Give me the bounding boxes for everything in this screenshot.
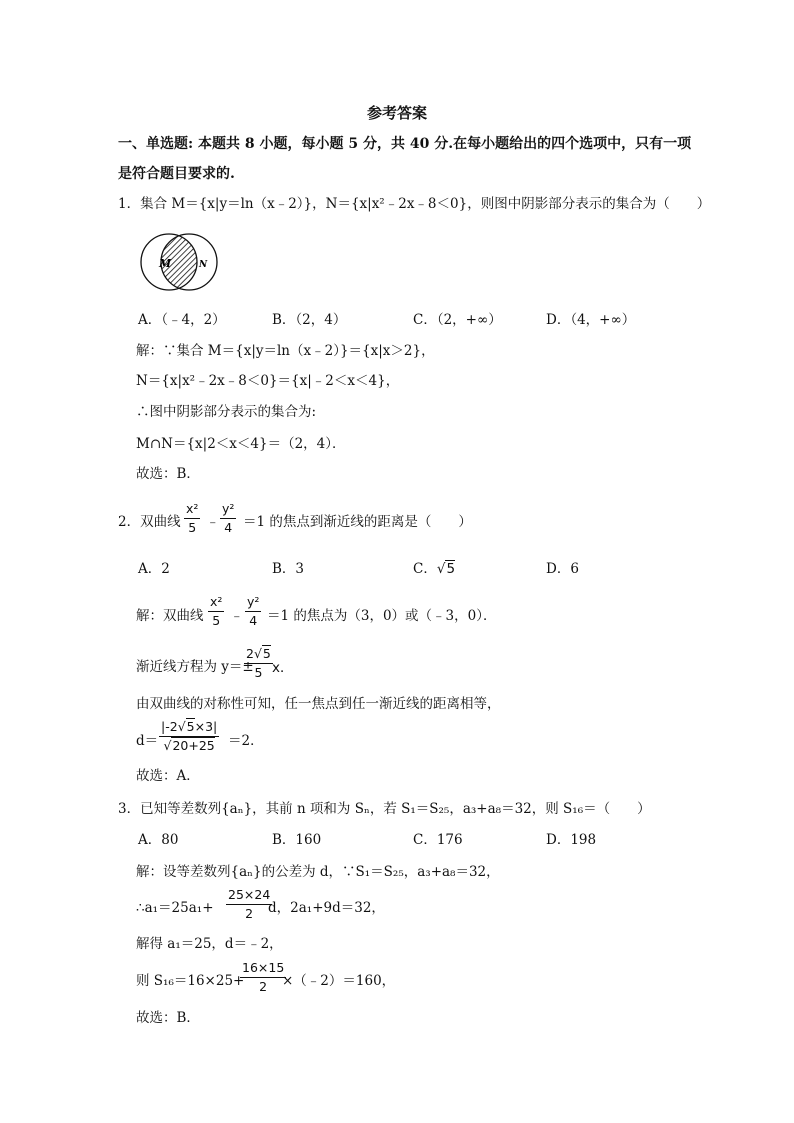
q3-solution-line3: 解得 a₁＝25，d＝﹣2， bbox=[136, 936, 283, 952]
q3-option-a: A．80 bbox=[138, 832, 179, 848]
q1-answer: 故选：B． bbox=[136, 466, 200, 482]
q3-option-d: D．198 bbox=[546, 832, 597, 848]
section-heading-line1: 一、单选题: 本题共 8 小题，每小题 5 分，共 40 分.在每小题给出的四个选项中，只有一项 bbox=[118, 136, 692, 152]
num-part-a: |-2 bbox=[161, 719, 178, 734]
q2-stem-minus: ﹣ bbox=[206, 514, 220, 530]
frac-numerator: x² bbox=[210, 594, 223, 609]
q2-solution-minus: ﹣ bbox=[230, 608, 244, 624]
q2-stem-frac-y bbox=[220, 503, 236, 534]
frac-denominator: 5 bbox=[254, 664, 263, 680]
q2-distance-frac bbox=[159, 721, 219, 752]
q1-stem: 1．集合 M＝{x|y＝ln（x﹣2）}，N＝{x|x²﹣2x﹣8＜0}，则图中阴影部分表示的集合为（ ） bbox=[118, 196, 711, 212]
q3-answer: 故选：B． bbox=[136, 1010, 200, 1026]
q2-option-a: A．2 bbox=[138, 561, 170, 577]
frac-numerator: 2√5 bbox=[246, 646, 271, 661]
frac-numerator: x² bbox=[186, 501, 199, 516]
q3-solution-line2-prefix: ∴a₁＝25a₁+ bbox=[136, 900, 214, 916]
q1-option-d: D．（4，+∞） bbox=[546, 312, 636, 328]
q3-solution-line4-suffix: ×（﹣2）＝160， bbox=[282, 973, 396, 989]
frac-denominator: 4 bbox=[249, 612, 258, 628]
venn-label-n: N bbox=[199, 260, 208, 270]
q2-stem-frac-x bbox=[184, 503, 200, 534]
q2-solution-line2-suffix: x． bbox=[272, 660, 294, 676]
q3-s16-frac bbox=[240, 962, 286, 993]
q1-solution-line2: N＝{x|x²﹣2x﹣8＜0}＝{x|﹣2＜x＜4}， bbox=[136, 373, 400, 389]
q2-solution-line2-prefix: 渐近线方程为 y＝± bbox=[136, 659, 254, 675]
frac-numerator: y² bbox=[222, 501, 235, 516]
frac-numerator: 16×15 bbox=[242, 960, 285, 975]
q2-option-c-radicand: 5 bbox=[446, 561, 456, 577]
q2-solution-frac-y bbox=[245, 596, 261, 627]
q2-solution-line4-prefix: d＝ bbox=[136, 733, 159, 749]
q2-solution-line1-prefix: 解：双曲线 bbox=[136, 608, 204, 624]
q1-solution-line4: M∩N＝{x|2＜x＜4}＝（2，4）． bbox=[136, 436, 346, 452]
section-heading-line2: 是符合题目要求的. bbox=[118, 166, 235, 182]
venn-label-m: M bbox=[159, 257, 172, 270]
q1-option-c: C．（2，+∞） bbox=[413, 312, 502, 328]
q2-stem-suffix: ＝1 的焦点到渐近线的距离是（ ） bbox=[243, 514, 472, 530]
q3-stem: 3．已知等差数列{aₙ}，其前 n 项和为 Sₙ，若 S₁＝S₂₅，a₃+a₈＝32，则 S₁₆＝（ ） bbox=[118, 801, 651, 817]
q2-option-c-label: C． bbox=[413, 561, 437, 577]
q3-solution-line1: 解：设等差数列{aₙ}的公差为 d，∵S₁＝S₂₅，a₃+a₈＝32， bbox=[136, 864, 500, 880]
q2-answer: 故选：A． bbox=[136, 768, 200, 784]
q2-solution-line4-suffix: ＝2． bbox=[228, 733, 264, 749]
page-title: 参考答案 bbox=[366, 104, 427, 122]
frac-denominator: 2 bbox=[245, 905, 254, 921]
frac-denominator: 5 bbox=[188, 519, 197, 535]
frac-denominator: 5 bbox=[212, 612, 221, 628]
frac-numerator: 25×24 bbox=[228, 887, 271, 902]
radicand: 5 bbox=[186, 719, 195, 734]
q2-solution-frac-x bbox=[208, 596, 224, 627]
q1-option-b: B．（2，4） bbox=[272, 312, 347, 328]
q2-option-b: B．3 bbox=[272, 561, 305, 577]
frac-denominator: √20+25 bbox=[163, 737, 215, 753]
q3-option-b: B．160 bbox=[272, 832, 322, 848]
coef: 2 bbox=[246, 646, 254, 661]
num-part-b: ×3| bbox=[194, 719, 218, 734]
q2-option-d: D．6 bbox=[546, 561, 579, 577]
q1-solution-line1: 解：∵集合 M＝{x|y＝ln（x﹣2）}＝{x|x＞2}， bbox=[136, 343, 435, 359]
frac-denominator: 4 bbox=[224, 519, 233, 535]
q3-option-c: C．176 bbox=[413, 832, 463, 848]
q3-solution-line2-suffix: d，2a₁+9d＝32， bbox=[268, 900, 385, 916]
q1-option-a: A．（﹣4，2） bbox=[138, 312, 226, 328]
q3-solution-line4-prefix: 则 S₁₆＝16×25+ bbox=[136, 973, 245, 989]
q2-option-c: C．√5 bbox=[413, 561, 456, 577]
radicand: 5 bbox=[262, 646, 271, 661]
q1-solution-line3: ∴图中阴影部分表示的集合为: bbox=[136, 404, 317, 420]
frac-numerator: |-2√5×3| bbox=[161, 719, 218, 734]
frac-denominator: 2 bbox=[259, 978, 268, 994]
radicand: 20+25 bbox=[172, 737, 215, 753]
q2-solution-line3: 由双曲线的对称性可知，任一焦点到任一渐近线的距离相等， bbox=[136, 696, 501, 712]
q2-stem-prefix: 2．双曲线 bbox=[118, 514, 181, 530]
frac-numerator: y² bbox=[247, 594, 260, 609]
venn-diagram bbox=[138, 230, 222, 294]
q3-sum-frac bbox=[226, 889, 272, 920]
q2-solution-line1-suffix: ＝1 的焦点为（3，0）或（﹣3，0）． bbox=[267, 608, 497, 624]
q2-asymptote-slope-frac bbox=[244, 648, 273, 679]
